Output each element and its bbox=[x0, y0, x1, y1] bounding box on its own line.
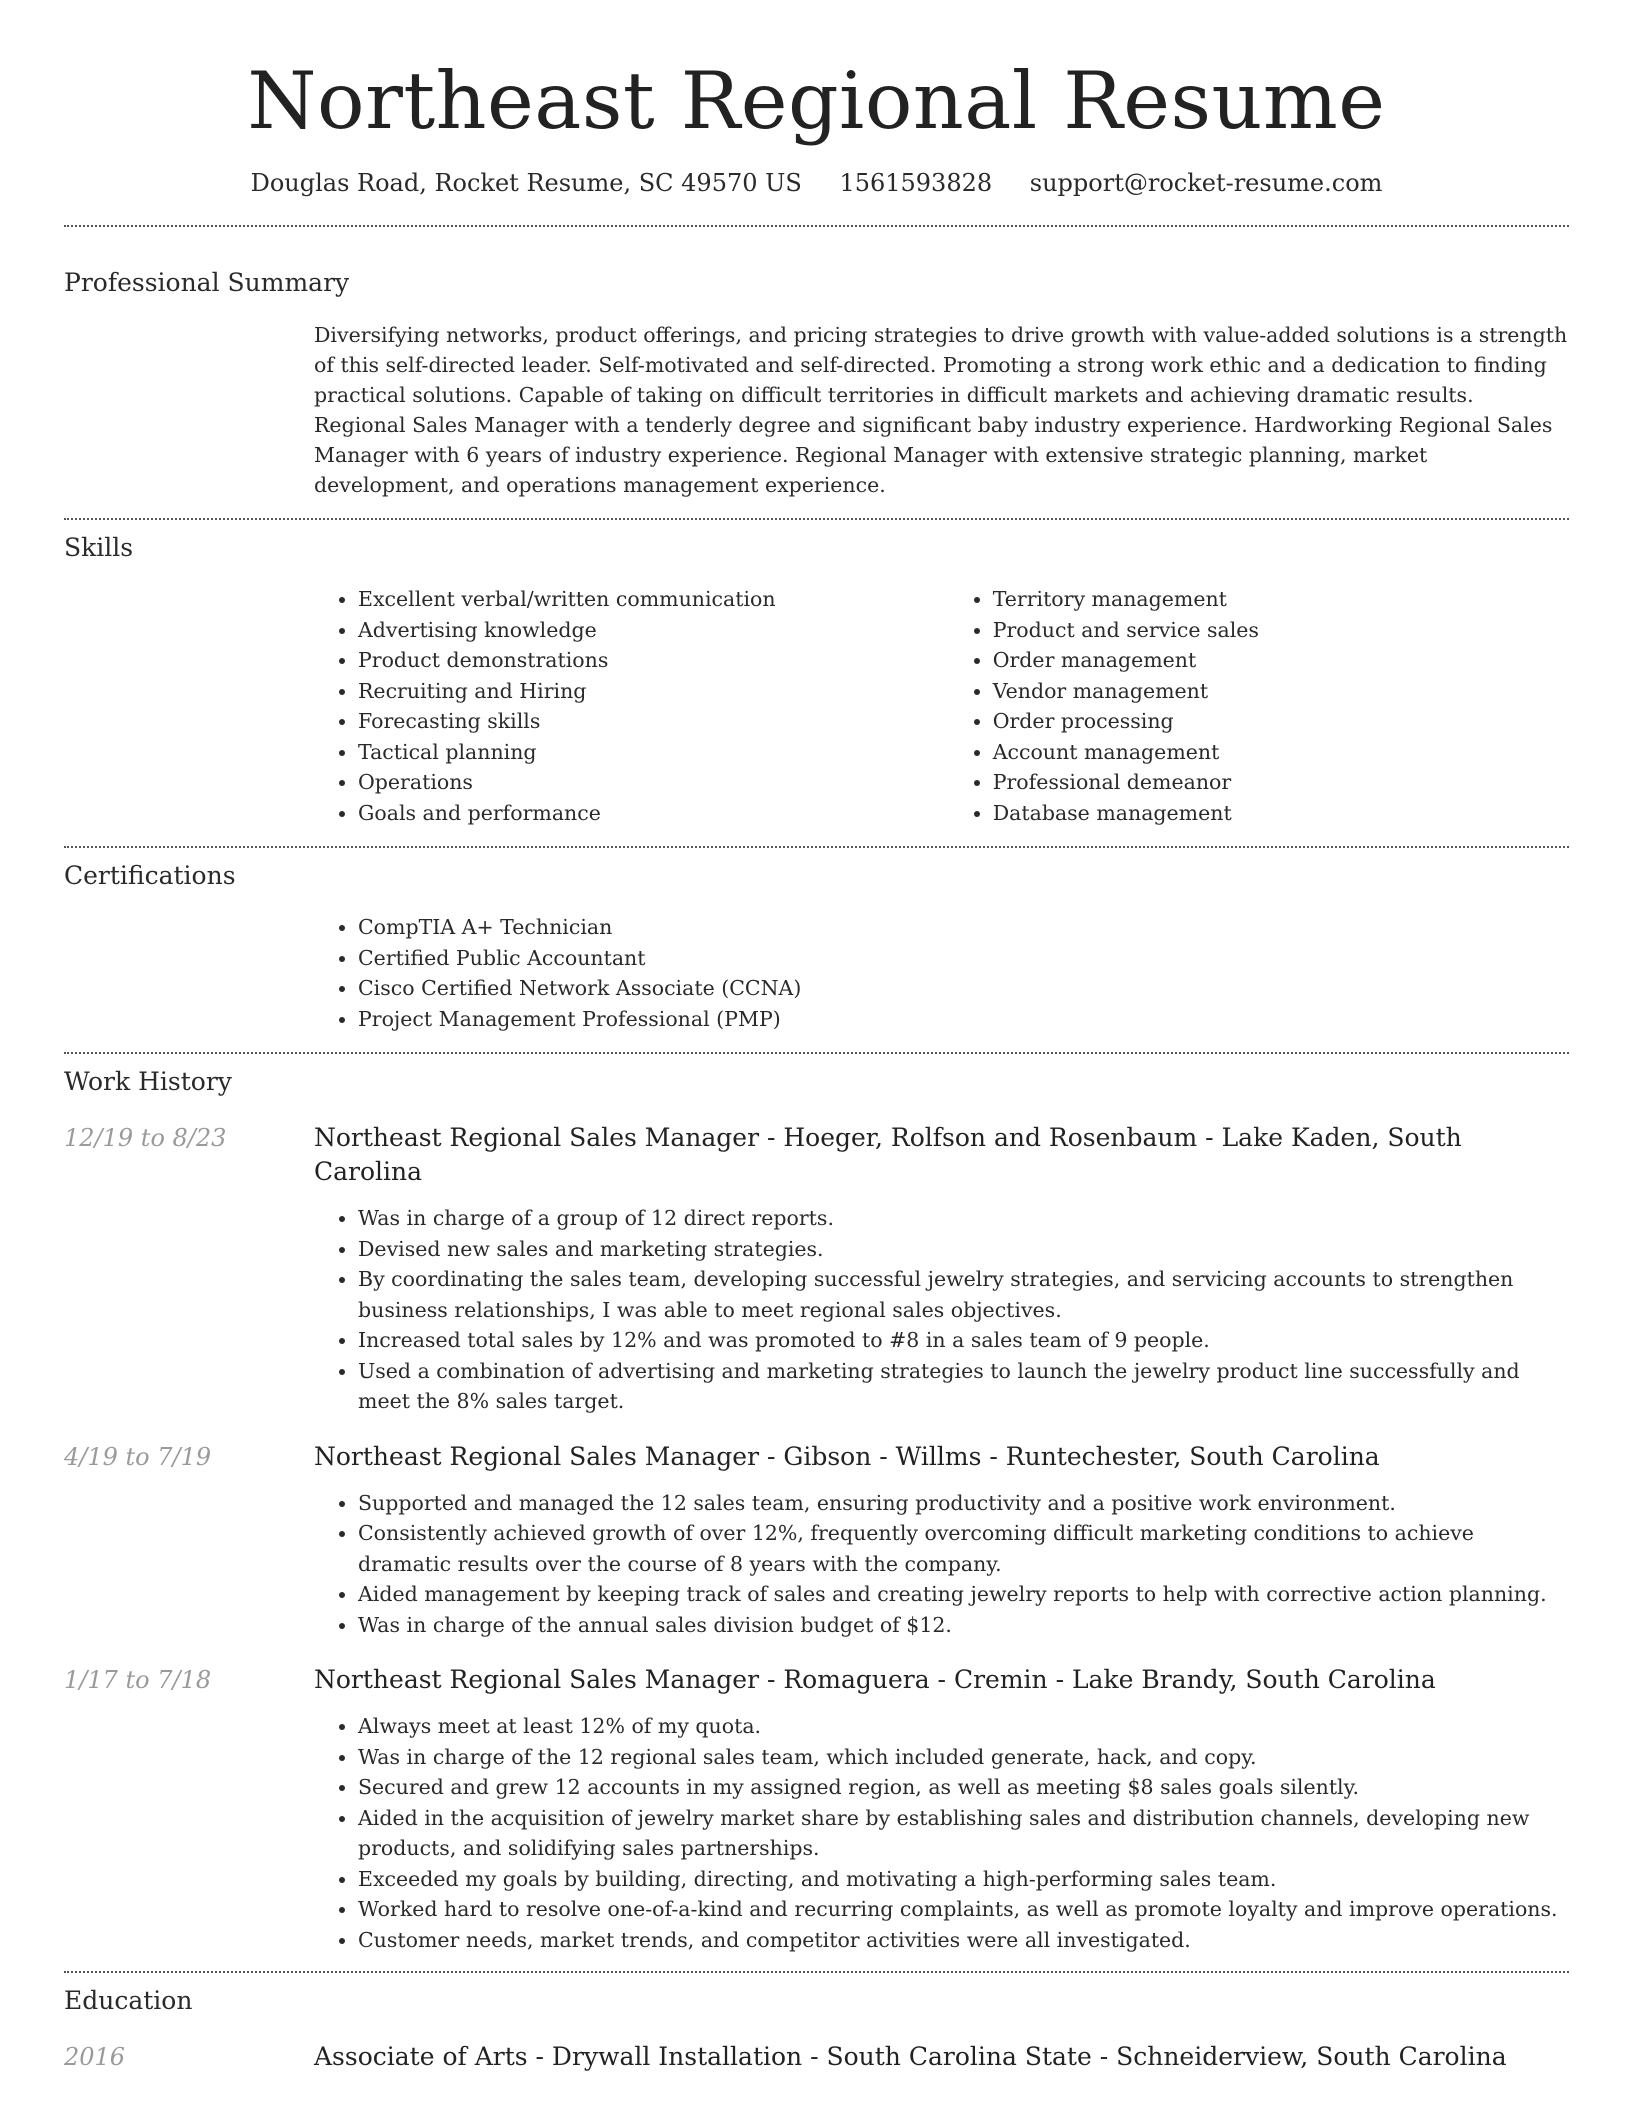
job-heading: Northeast Regional Sales Manager - Romaguera - Cremin - Lake Brandy, South Carolina bbox=[314, 1665, 1436, 1694]
summary-section bbox=[64, 266, 1569, 500]
divider bbox=[64, 846, 1569, 848]
job-bullet: • Exceeded my goals by building, directing, and motivating a high-performing sales team. bbox=[358, 1864, 1569, 1895]
certifications-title: Certifications bbox=[64, 861, 236, 890]
work-title: Work History bbox=[64, 1067, 232, 1096]
summary-title: Professional Summary bbox=[64, 268, 350, 297]
education-entry bbox=[64, 2040, 1569, 2074]
job-bullet: • Worked hard to resolve one-of-a-kind and recurring complaints, as well as promote loyalty and improve operations. bbox=[358, 1894, 1569, 1925]
skill-item: • Excellent verbal/written communication bbox=[358, 584, 949, 615]
job-heading: Northeast Regional Sales Manager - Gibson - Willms - Runtechester, South Carolina bbox=[314, 1441, 1380, 1471]
skill-item: • Operations bbox=[358, 767, 949, 798]
skill-item: • Account management bbox=[993, 737, 1569, 768]
certifications-section bbox=[64, 859, 1569, 1034]
job-bullet: • Supported and managed the 12 sales team, ensuring productivity and a positive work environment. bbox=[358, 1488, 1569, 1519]
job-bullet: • Aided in the acquisition of jewelry market share by establishing sales and distribution channels, developing new products, and solidifying sales partnerships. bbox=[358, 1803, 1569, 1864]
skill-item: • Territory management bbox=[993, 584, 1569, 615]
skills-left-column bbox=[314, 584, 949, 828]
certification-item: • Cisco Certified Network Associate (CCNA) bbox=[358, 973, 1569, 1004]
job-bullet: • By coordinating the sales team, developing successful jewelry strategies, and servicing accounts to strengthen business relationships, I was able to meet regional sales objectives. bbox=[358, 1264, 1569, 1325]
job-bullet: • Devised new sales and marketing strategies. bbox=[358, 1234, 1569, 1265]
certification-item: • Project Management Professional (PMP) bbox=[358, 1004, 1569, 1035]
job-dates: 12/19 to 8/23 bbox=[64, 1124, 227, 1152]
job-bullet: • Customer needs, market trends, and competitor activities were all investigated. bbox=[358, 1925, 1569, 1956]
job-bullet: • Was in charge of the 12 regional sales team, which included generate, hack, and copy. bbox=[358, 1742, 1569, 1773]
skill-item: • Professional demeanor bbox=[993, 767, 1569, 798]
divider bbox=[64, 1971, 1569, 1973]
skill-item: • Product and service sales bbox=[993, 615, 1569, 646]
job-bullets bbox=[314, 1203, 1569, 1417]
skill-item: • Tactical planning bbox=[358, 737, 949, 768]
job-bullet: • Secured and grew 12 accounts in my assigned region, as well as meeting $8 sales goals silently. bbox=[358, 1772, 1569, 1803]
skills-list bbox=[314, 584, 1569, 828]
education-dates: 2016 bbox=[64, 2043, 126, 2071]
job-bullet: • Aided management by keeping track of sales and creating jewelry reports to help with corrective action planning. bbox=[358, 1579, 1569, 1610]
job-entry bbox=[64, 1121, 1569, 1417]
contact-phone: 1561593828 bbox=[839, 169, 993, 197]
job-bullet: • Increased total sales by 12% and was promoted to #8 in a sales team of 9 people. bbox=[358, 1325, 1569, 1356]
job-bullet: • Was in charge of a group of 12 direct reports. bbox=[358, 1203, 1569, 1234]
skills-section bbox=[64, 531, 1569, 828]
job-bullets bbox=[314, 1711, 1569, 1955]
skill-item: • Database management bbox=[993, 798, 1569, 829]
job-bullet: • Was in charge of the annual sales division budget of $12. bbox=[358, 1610, 1569, 1641]
divider bbox=[64, 518, 1569, 520]
certification-item: • CompTIA A+ Technician bbox=[358, 912, 1569, 943]
job-bullet: • Consistently achieved growth of over 12%, frequently overcoming difficult marketing conditions to achieve dramatic results over the course of 8 years with the company. bbox=[358, 1518, 1569, 1579]
skills-right-column bbox=[949, 584, 1569, 828]
divider bbox=[64, 1052, 1569, 1054]
resume-page bbox=[64, 0, 1569, 2074]
job-bullet: • Used a combination of advertising and marketing strategies to launch the jewelry product line successfully and meet the 8% sales target. bbox=[358, 1356, 1569, 1417]
job-entry bbox=[64, 1440, 1569, 1641]
skill-item: • Order management bbox=[993, 645, 1569, 676]
skill-item: • Recruiting and Hiring bbox=[358, 676, 949, 707]
skill-item: • Order processing bbox=[993, 706, 1569, 737]
work-section bbox=[64, 1065, 1569, 1955]
skill-item: • Advertising knowledge bbox=[358, 615, 949, 646]
skill-item: • Vendor management bbox=[993, 676, 1569, 707]
job-heading: Northeast Regional Sales Manager - Hoeger, Rolfson and Rosenbaum - Lake Kaden, South Carolina bbox=[314, 1123, 1462, 1186]
contact-address: Douglas Road, Rocket Resume, SC 49570 US bbox=[250, 169, 802, 197]
job-bullets bbox=[314, 1488, 1569, 1641]
summary-text: Diversifying networks, product offerings, and pricing strategies to drive growth with value-added solutions is a strength of this self-directed leader. Self-motivated and self-directed. Promoting a strong work ethic and a dedication to finding practical solutions. Capable of taking on difficult territories in difficult markets and achieving dramatic results. Regional Sales Manager with a tenderly degree and significant baby industry experience. Hardworking Regional Sales Manager with 6 years of industry experience. Regional Manager with extensive strategic planning, market development, and operations management experience. bbox=[314, 323, 1568, 497]
job-bullet: • Always meet at least 12% of my quota. bbox=[358, 1711, 1569, 1742]
skills-title: Skills bbox=[64, 533, 134, 562]
summary-body bbox=[314, 320, 1569, 500]
divider bbox=[64, 225, 1569, 227]
education-heading: Associate of Arts - Drywall Installation - South Carolina State - Schneiderview, South Carolina bbox=[314, 2042, 1507, 2071]
education-section bbox=[64, 1984, 1569, 2074]
education-title: Education bbox=[64, 1986, 193, 2015]
job-dates: 1/17 to 7/18 bbox=[64, 1666, 212, 1694]
skill-item: • Product demonstrations bbox=[358, 645, 949, 676]
certifications-list bbox=[314, 912, 1569, 1034]
contact-email: support@rocket-resume.com bbox=[1029, 169, 1383, 197]
job-entry bbox=[64, 1663, 1569, 1955]
contact-line bbox=[64, 166, 1569, 200]
skill-item: • Goals and performance bbox=[358, 798, 949, 829]
resume-name: Northeast Regional Resume bbox=[247, 55, 1386, 147]
job-dates: 4/19 to 7/19 bbox=[64, 1442, 212, 1471]
certification-item: • Certified Public Accountant bbox=[358, 943, 1569, 974]
skill-item: • Forecasting skills bbox=[358, 706, 949, 737]
